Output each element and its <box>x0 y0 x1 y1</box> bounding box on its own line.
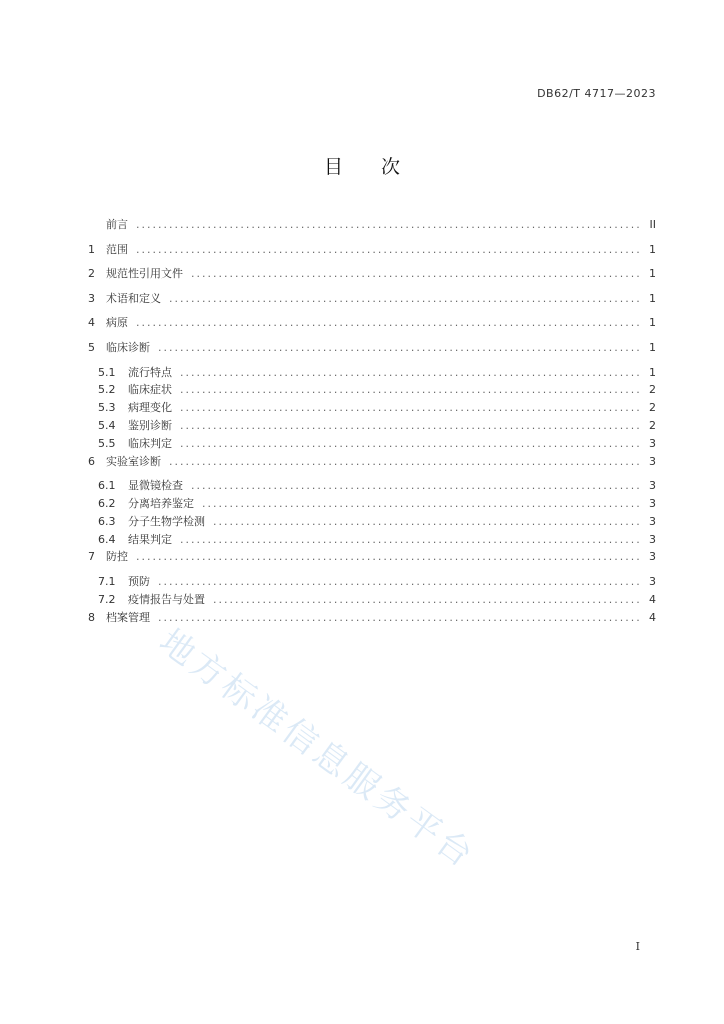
toc-leader-dots <box>213 593 642 607</box>
toc-entry[interactable] <box>88 419 656 437</box>
toc-entry-label: 分离培养鉴定 <box>128 496 194 510</box>
toc-leader-dots <box>158 611 642 625</box>
toc-entry-page: 3 <box>649 532 656 546</box>
toc-entry-page: II <box>649 218 656 231</box>
toc-entry[interactable] <box>88 292 656 317</box>
toc-leader-dots <box>180 383 642 397</box>
toc-entry-number: 8 <box>88 610 95 624</box>
toc-entry-page: 2 <box>649 383 656 397</box>
toc-entry[interactable] <box>88 218 656 243</box>
toc-entry-number: 7 <box>88 550 95 564</box>
toc-leader-dots <box>180 533 642 547</box>
toc-entry[interactable] <box>88 550 656 575</box>
toc-entry[interactable] <box>88 575 656 593</box>
toc-leader-dots <box>180 437 642 451</box>
toc-entry-label: 范围 <box>106 242 128 256</box>
toc-entry-page: 3 <box>649 454 656 468</box>
toc-leader-dots <box>202 497 642 511</box>
toc-entry[interactable] <box>88 366 656 384</box>
toc-entry-label: 档案管理 <box>106 610 150 624</box>
toc-entry-label: 显微镜检查 <box>128 479 183 493</box>
toc-entry-label: 术语和定义 <box>106 291 161 305</box>
toc-entry-page: 3 <box>649 496 656 510</box>
toc-leader-dots <box>213 515 642 529</box>
toc-entry-label: 结果判定 <box>128 532 172 546</box>
toc-entry-number: 3 <box>88 291 95 305</box>
toc-entry-number: 6.4 <box>98 532 116 546</box>
toc-entry-label: 分子生物学检测 <box>128 514 205 528</box>
toc-entry-label: 预防 <box>128 574 150 588</box>
toc-entry-label: 规范性引用文件 <box>106 267 183 281</box>
toc-entry-number: 5.2 <box>98 383 116 397</box>
toc-leader-dots <box>136 218 642 232</box>
toc-entry-page: 3 <box>649 479 656 493</box>
toc-entry-label: 病理变化 <box>128 401 172 415</box>
footer-page-number: I <box>635 940 640 953</box>
toc-leader-dots <box>158 575 642 589</box>
toc-entry[interactable] <box>88 383 656 401</box>
toc-entry-page: 3 <box>649 514 656 528</box>
toc-entry-number: 4 <box>88 316 95 330</box>
toc-entry-number: 6.3 <box>98 514 116 528</box>
toc-entry-label: 前言 <box>106 218 128 231</box>
toc-entry-label: 病原 <box>106 316 128 330</box>
toc-entry[interactable] <box>88 437 656 455</box>
document-code: DB62/T 4717—2023 <box>537 87 656 100</box>
toc-entry-label: 临床诊断 <box>106 340 150 354</box>
toc-leader-dots <box>169 292 642 306</box>
page-title: 目次 <box>323 156 438 178</box>
toc-entry[interactable] <box>88 479 656 497</box>
toc-entry-page: 1 <box>649 316 656 330</box>
toc-leader-dots <box>191 479 642 493</box>
toc-entry-page: 1 <box>649 365 656 379</box>
toc-entry-label: 临床症状 <box>128 383 172 397</box>
toc-entry-number: 7.2 <box>98 592 116 606</box>
toc-entry-number: 7.1 <box>98 574 116 588</box>
toc-leader-dots <box>180 401 642 415</box>
watermark-text: 地方标准信息服务平台 <box>151 621 483 878</box>
toc-entry-page: 3 <box>649 574 656 588</box>
toc-entry-number: 1 <box>88 242 95 256</box>
toc-entry-number: 6.2 <box>98 496 116 510</box>
toc-entry-number: 5 <box>88 340 95 354</box>
toc-entry-number: 5.5 <box>98 436 116 450</box>
toc-entry-page: 2 <box>649 418 656 432</box>
toc-entry-page: 1 <box>649 291 656 305</box>
toc-entry-label: 流行特点 <box>128 365 172 379</box>
toc-leader-dots <box>136 316 642 330</box>
toc-entry-number: 6 <box>88 454 95 468</box>
toc-entry-number: 5.1 <box>98 365 116 379</box>
toc-entry[interactable] <box>88 316 656 341</box>
toc-entry[interactable] <box>88 497 656 515</box>
toc-entry-page: 1 <box>649 340 656 354</box>
toc-leader-dots <box>158 341 642 355</box>
toc-entry-page: 4 <box>649 610 656 624</box>
toc-entry-page: 1 <box>649 242 656 256</box>
toc-entry-number: 5.3 <box>98 401 116 415</box>
toc-entry[interactable] <box>88 243 656 268</box>
table-of-contents <box>88 218 656 635</box>
toc-entry-label: 实验室诊断 <box>106 454 161 468</box>
toc-leader-dots <box>169 455 642 469</box>
toc-entry-label: 临床判定 <box>128 436 172 450</box>
toc-entry-number: 5.4 <box>98 418 116 432</box>
toc-entry-page: 4 <box>649 592 656 606</box>
toc-leader-dots <box>180 366 642 380</box>
toc-entry-label: 防控 <box>106 550 128 564</box>
toc-entry-page: 3 <box>649 550 656 564</box>
toc-entry[interactable] <box>88 593 656 611</box>
toc-leader-dots <box>191 267 642 281</box>
toc-entry-page: 1 <box>649 267 656 281</box>
toc-entry-page: 3 <box>649 436 656 450</box>
toc-entry-number: 6.1 <box>98 479 116 493</box>
toc-entry-label: 鉴别诊断 <box>128 418 172 432</box>
toc-entry[interactable] <box>88 455 656 480</box>
toc-entry-page: 2 <box>649 401 656 415</box>
toc-entry[interactable] <box>88 401 656 419</box>
toc-entry[interactable] <box>88 533 656 551</box>
toc-leader-dots <box>180 419 642 433</box>
toc-entry-number: 2 <box>88 267 95 281</box>
toc-entry-label: 疫情报告与处置 <box>128 592 205 606</box>
toc-entry[interactable] <box>88 267 656 292</box>
toc-leader-dots <box>136 550 642 564</box>
toc-entry[interactable] <box>88 515 656 533</box>
toc-leader-dots <box>136 243 642 257</box>
toc-entry[interactable] <box>88 341 656 366</box>
